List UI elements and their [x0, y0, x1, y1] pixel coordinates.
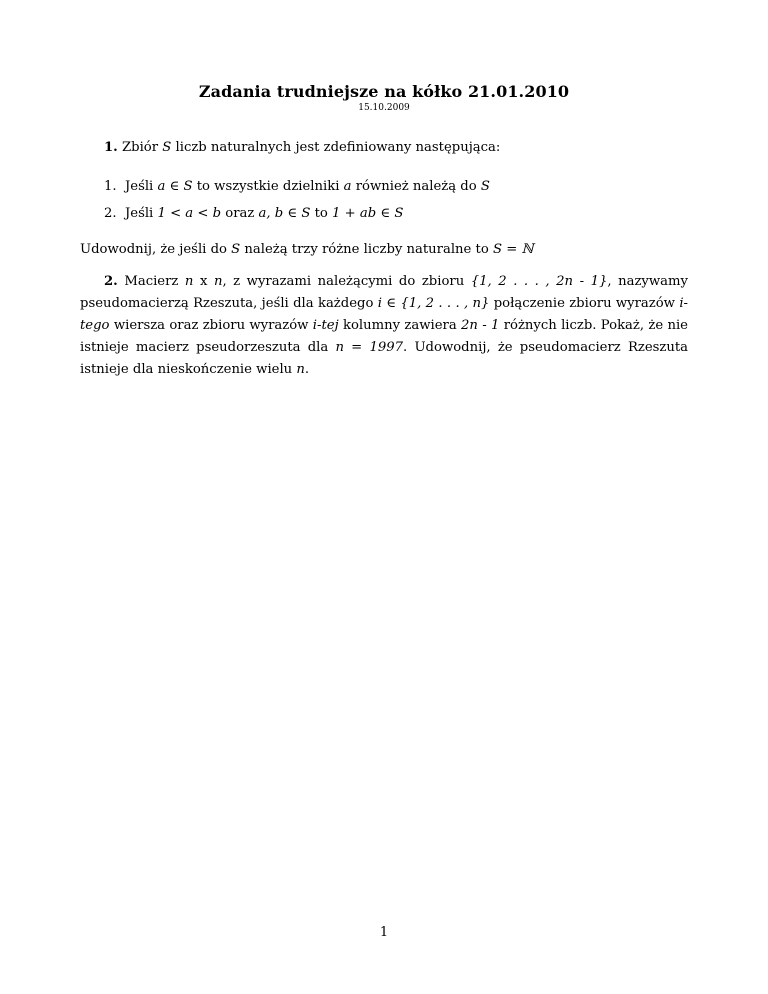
problem-2-text: x [199, 274, 208, 289]
list-item-text: Jeśli [124, 179, 154, 194]
document-title: Zadania trudniejsze na kółko 21.01.2010 [198, 82, 570, 101]
list-item [104, 203, 688, 225]
list-item-text: oraz [225, 206, 255, 221]
problem-2-text: , nazywamy pseudomacierzą Rzeszuta, jeśli dla każdego [80, 274, 688, 311]
math-expression: a [343, 179, 352, 194]
problem-1-text: Zbiór [121, 140, 159, 155]
list-item-text: również należą do [355, 179, 477, 194]
problem-2-text: . Udowodnij, że pseudomacierz Rzeszuta istnieje dla nieskończenie wielu [80, 340, 688, 377]
list-item-text: Jeśli [124, 206, 154, 221]
page-number: 1 [379, 925, 389, 940]
math-set-s: S [162, 140, 172, 155]
math-expression: 1 < a < b [157, 206, 222, 221]
list-item-number: 2. [104, 206, 117, 221]
math-expression: n [213, 274, 223, 289]
math-expression: n [184, 274, 194, 289]
problem-2-text: Macierz [124, 274, 179, 289]
math-expression: a, b ∈ S [258, 206, 311, 221]
problem-2-text: , z wyrazami należącymi do zbioru [222, 274, 465, 289]
problem-2-number: 2. [104, 274, 118, 289]
math-expression: n = 1997 [335, 340, 404, 355]
math-expression: 1 + ab ∈ S [332, 206, 404, 221]
problem-2-text: różnych liczb. Pokaż, że nie istnieje macierz pseudorzeszuta dla [80, 318, 688, 355]
math-expression: i-tego [80, 296, 689, 333]
math-expression: n [296, 362, 305, 377]
problem-2-text: kolumny zawiera [343, 318, 457, 333]
math-expression: S = ℕ [493, 242, 534, 257]
list-item-text: to [314, 206, 328, 221]
problem-1-text: liczb naturalnych jest zdefiniowany następująca: [175, 140, 501, 155]
math-expression: i ∈ {1, 2 . . . , n} [377, 296, 490, 311]
problem-1-statement [80, 137, 688, 159]
math-expression: a ∈ S [157, 179, 193, 194]
list-item-number: 1. [104, 179, 117, 194]
math-expression: {1, 2 . . . , 2n - 1} [470, 274, 608, 289]
problem-2-text: . [304, 362, 310, 377]
conclusion-text: Udowodnij, że jeśli do [80, 242, 227, 257]
document-date: 15.10.2009 [358, 103, 410, 113]
problem-2-statement [80, 271, 688, 381]
list-item-text: to wszystkie dzielniki [196, 179, 340, 194]
problem-2-text: wiersza oraz zbioru wyrazów [113, 318, 309, 333]
math-expression: i-tej [312, 318, 339, 333]
problem-1-number: 1. [104, 140, 118, 155]
math-expression: S [231, 242, 241, 257]
problem-1-conclusion [80, 239, 688, 261]
problem-2-text: połączenie zbioru wyrazów [493, 296, 675, 311]
conclusion-text: należą trzy różne liczby naturalne to [244, 242, 489, 257]
list-item [104, 176, 688, 198]
math-expression: 2n - 1 [461, 318, 500, 333]
math-expression: S [480, 179, 490, 194]
